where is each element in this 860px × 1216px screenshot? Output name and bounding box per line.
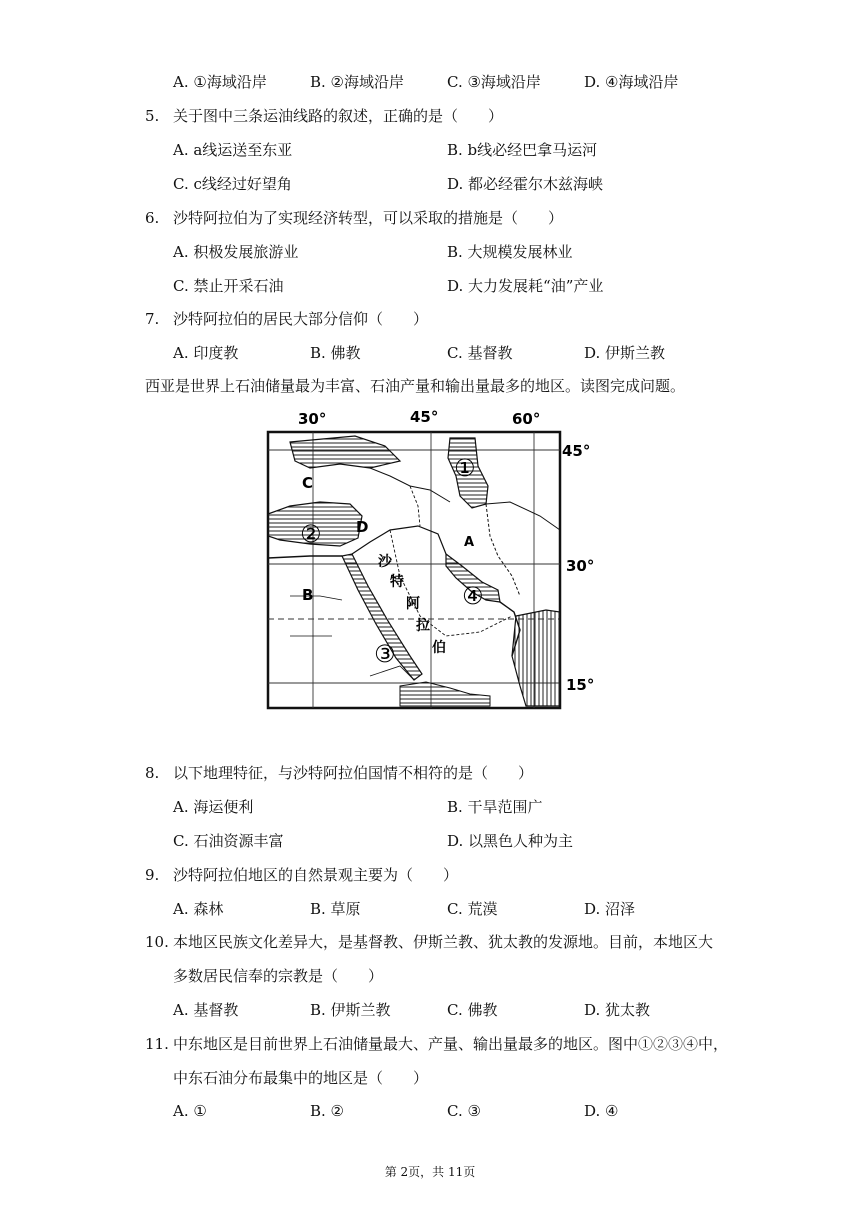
country-char-3: 阿	[406, 596, 420, 612]
section-intro: 西亚是世界上石油储量最为丰富、石油产量和输出量最多的地区。读图完成问题。	[145, 377, 686, 395]
coastline	[268, 556, 342, 558]
q11-option-a: A. ①	[173, 1102, 207, 1120]
q10-option-a: A. 基督教	[173, 1001, 239, 1019]
q5-option-c: C. c线经过好望角	[173, 175, 292, 193]
q6-option-a: A. 积极发展旅游业	[173, 243, 299, 261]
q11-option-b: B. ②	[310, 1102, 345, 1120]
question-text: 沙特阿拉伯为了实现经济转型，可以采取的措施是（ ）	[173, 209, 564, 227]
map-letter-c: C	[302, 474, 314, 492]
q10-option-c: C. 佛教	[447, 1001, 498, 1019]
border-line	[370, 468, 450, 502]
question-number: 7.	[145, 310, 160, 328]
q9-option-c: C. 荒漠	[447, 900, 498, 918]
lat-label-45: 45°	[562, 442, 591, 460]
q5-option-a: A. a线运送至东亚	[173, 141, 293, 159]
country-char-1: 沙	[378, 554, 392, 570]
q4-option-a: A. ①海域沿岸	[173, 73, 267, 91]
q8-option-a: A. 海运便利	[173, 798, 254, 816]
q4-option-c: C. ③海域沿岸	[447, 73, 541, 91]
lat-label-15: 15°	[566, 676, 595, 694]
lon-label-45: 45°	[410, 408, 439, 426]
page-footer: 第 2页，共 11页	[384, 1165, 476, 1179]
map-letter-a: A	[464, 535, 475, 550]
q5-option-b: B. b线必经巴拿马运河	[447, 141, 598, 159]
country-char-4: 拉	[416, 618, 430, 634]
question-text: 沙特阿拉伯地区的自然景观主要为（ ）	[173, 866, 459, 884]
question-text-cont: 多数居民信奉的宗教是（ ）	[173, 967, 384, 985]
q9-option-d: D. 沼泽	[584, 900, 636, 918]
question-text: 中东地区是目前世界上石油储量最大、产量、输出量最多的地区。图中①②③④中，	[173, 1035, 729, 1053]
border-line	[290, 596, 342, 600]
q4-option-b: B. ②海域沿岸	[310, 73, 405, 91]
q5-option-d: D. 都必经霍尔木兹海峡	[447, 175, 604, 193]
q7-option-b: B. 佛教	[310, 344, 361, 362]
question-text: 本地区民族文化差异大，是基督教、伊斯兰教、犹太教的发源地。目前，本地区大	[173, 933, 714, 951]
country-char-2: 特	[390, 574, 404, 590]
arabian-sea	[512, 610, 560, 706]
question-number: 9.	[145, 866, 160, 884]
question-text: 以下地理特征，与沙特阿拉伯国情不相符的是（ ）	[173, 764, 534, 782]
q10-option-b: B. 伊斯兰教	[310, 1001, 391, 1019]
q7-option-a: A. 印度教	[173, 344, 239, 362]
black-sea	[290, 436, 400, 468]
q7-option-c: C. 基督教	[447, 344, 513, 362]
q6-option-b: B. 大规模发展林业	[447, 243, 573, 261]
q9-option-a: A. 森林	[173, 900, 224, 918]
marker-3: ③	[374, 640, 396, 668]
marker-4: ④	[462, 582, 484, 610]
lon-label-30: 30°	[298, 410, 327, 428]
q8-option-d: D. 以黑色人种为主	[447, 832, 574, 850]
question-number: 11.	[145, 1035, 169, 1053]
border-line	[486, 502, 560, 530]
map-letter-b: B	[302, 586, 314, 604]
west-asia-map	[250, 406, 595, 730]
marker-1: ①	[454, 454, 476, 482]
q4-option-d: D. ④海域沿岸	[584, 73, 679, 91]
border-line	[410, 486, 420, 526]
gulf-of-aden	[400, 682, 490, 706]
map-letter-d: D	[356, 518, 369, 536]
question-number: 6.	[145, 209, 160, 227]
question-number: 10.	[145, 933, 169, 951]
q11-option-d: D. ④	[584, 1102, 619, 1120]
q6-option-d: D. 大力发展耗“油”产业	[447, 277, 604, 295]
question-number: 8.	[145, 764, 160, 782]
q10-option-d: D. 犹太教	[584, 1001, 651, 1019]
q7-option-d: D. 伊斯兰教	[584, 344, 666, 362]
question-number: 5.	[145, 107, 160, 125]
q8-option-b: B. 干旱范围广	[447, 798, 543, 816]
q9-option-b: B. 草原	[310, 900, 361, 918]
question-text: 沙特阿拉伯的居民大部分信仰（ ）	[173, 310, 429, 328]
lon-label-60: 60°	[512, 410, 541, 428]
q6-option-c: C. 禁止开采石油	[173, 277, 284, 295]
border-line	[486, 504, 520, 596]
question-text: 关于图中三条运油线路的叙述，正确的是（ ）	[173, 107, 504, 125]
marker-2: ②	[300, 520, 322, 548]
question-text-cont: 中东石油分布最集中的地区是（ ）	[173, 1069, 429, 1087]
map-svg	[250, 406, 595, 730]
country-char-5: 伯	[432, 640, 446, 656]
q11-option-c: C. ③	[447, 1102, 481, 1120]
lat-label-30: 30°	[566, 557, 595, 575]
q8-option-c: C. 石油资源丰富	[173, 832, 284, 850]
